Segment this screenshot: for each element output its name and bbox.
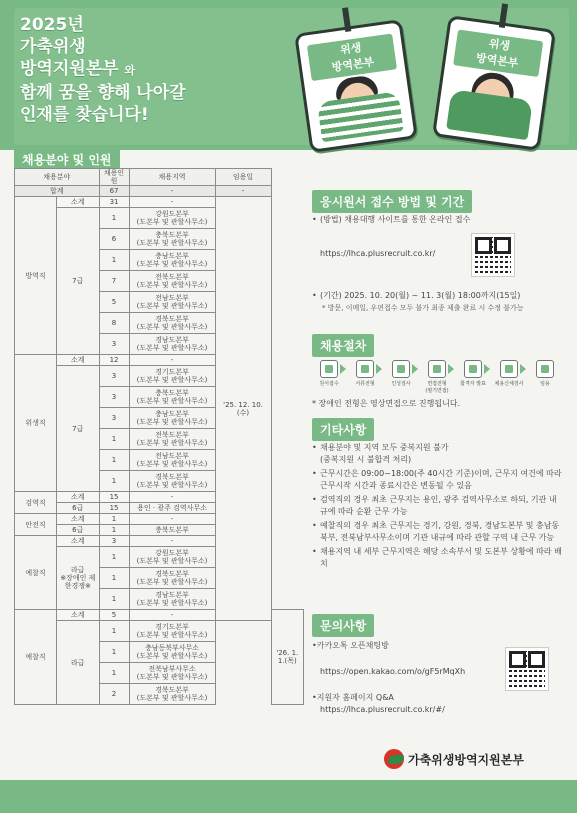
apply-method: • (방법) 채용대행 사이트를 통한 온라인 접수 [312,214,562,226]
list-item: • 근무시간은 09:00~18:00(주 40시간 기준)이며, 근무지 여건에 따라 근무시작 시간과 종료시간은 변동될 수 있음 [312,468,562,492]
web-url-link[interactable]: https://lhca.plusrecruit.co.kr/#/ [320,705,445,714]
cell-count: 8 [99,313,129,334]
list-item: • 채용분야 및 지역 모두 중복지원 불가 (중복지원 시 불합격 처리) [312,442,562,466]
cell-count: 1 [99,568,129,589]
cell-total-count: 67 [99,186,129,197]
cell-region: 전북남부사무소 (도본부 및 관할사무소) [129,663,215,684]
apply-period: • (기간) 2025. 10. 20(월) ~ 11. 3(월) 18:00까지(15일) [312,290,562,302]
other-list [312,442,562,570]
org-logo-icon [384,749,404,769]
cell-count: 15 [99,503,129,514]
headline-org-line2: 방역지원본부 [20,59,119,79]
qr-code-icon [506,648,548,690]
cell-field-bangyeok: 방역직 [15,197,57,355]
cell-count: 1 [99,450,129,471]
cell-region: 전북도본부 (도본부 및 관할사무소) [129,271,215,292]
cell-region: 충북도본부 (도본부 및 관할사무소) [129,387,215,408]
process-steps [312,360,562,394]
cell-region: 경기도본부 (도본부 및 관할사무소) [129,621,215,642]
cell-count: 1 [99,589,129,610]
cell-sub-label: 소계 [57,610,100,621]
cell-region: 경북도본부 (도본부 및 관할사무소) [129,313,215,334]
cell-region: 전남도본부 (도본부 및 관할사무소) [129,292,215,313]
cell-sub-region: - [129,197,215,208]
arrow-right-icon [376,364,382,374]
cell-region: 경기도본부 (도본부 및 관할사무소) [129,366,215,387]
cell-count: 3 [99,387,129,408]
table-row-total [15,186,304,197]
process-step: 인성검사 [384,360,418,387]
web-label: •지원자 홈페이지 Q&A [312,693,394,702]
cell-total-region: - [129,186,215,197]
cell-field-geomyeok: 검역직 [15,492,57,514]
process-step: 임용 [528,360,562,387]
document-check-icon [356,360,374,378]
cell-sub-label: 소계 [57,536,100,547]
cell-sub-region: - [129,492,215,503]
cell-count: 6 [99,229,129,250]
process-step: 합격자 발표 [456,360,490,387]
cell-region: 강원도본부 (도본부 및 관할사무소) [129,208,215,229]
cell-grade: 6급 [57,525,100,536]
arrow-right-icon [520,364,526,374]
cell-region: 충북도본부 (도본부 및 관할사무소) [129,229,215,250]
cell-total-label: 합계 [15,186,100,197]
section-title-other: 기타사항 [312,418,374,441]
cell-sub-count: 5 [99,610,129,621]
cell-sub-label: 소계 [57,492,100,503]
cell-sub-label: 소계 [57,355,100,366]
cell-count: 1 [99,208,129,229]
cell-count: 3 [99,366,129,387]
cell-sub-label: 소계 [57,514,100,525]
badge-label-right: 위생 방역본부 [453,29,543,77]
section-title-recruit: 채용분야 및 인원 [14,148,120,171]
process-step: 채용신체검사 [492,360,526,387]
arrow-right-icon [484,364,490,374]
kakao-label: •카카오톡 오픈채팅방 [312,641,389,650]
cell-region: 충남도본부 (도본부 및 관할사무소) [129,250,215,271]
process-step: 서류전형 [348,360,382,387]
arrow-right-icon [412,364,418,374]
cell-region: 경북도본부 (도본부 및 관할사무소) [129,568,215,589]
cell-sub-count: 31 [99,197,129,208]
health-check-icon [500,360,518,378]
table-header-count: 채용인원 [99,169,129,186]
org-name: 가축위생방역지원본부 [408,753,524,767]
cell-sub-count: 15 [99,492,129,503]
cell-region: 전남도본부 (도본부 및 관할사무소) [129,450,215,471]
header-band [0,0,577,150]
cell-count: 1 [99,429,129,450]
cell-field-yechal-2: 예찰직 [15,610,57,705]
org-logo [384,749,560,769]
person-body-icon [446,89,533,140]
table-header-region: 채용지역 [129,169,215,186]
id-badge-left [294,19,418,153]
cell-region: 강원도본부 (도본부 및 관할사무소) [129,547,215,568]
cell-count: 1 [99,471,129,492]
cell-field-yechal-1: 예찰직 [15,536,57,610]
cell-sub-region: - [129,536,215,547]
section-title-apply: 응시원서 접수 방법 및 기간 [312,190,472,213]
cell-sub-count: 3 [99,536,129,547]
cell-sub-region: - [129,610,215,621]
cell-region: 경북도본부 (도본부 및 관할사무소) [129,684,215,705]
cell-sub-region: - [129,355,215,366]
cell-count: 2 [99,684,129,705]
table-row [15,197,304,208]
headline [20,14,186,126]
process-note: * 장애인 전형은 영상면접으로 진행됩니다. [312,399,461,408]
cell-date-2: '26. 1. 1.(목) [271,610,303,705]
process-step: 원서접수 [312,360,346,387]
headline-year: 2025년 [20,15,84,35]
cell-region: 전북도본부 (도본부 및 관할사무소) [129,429,215,450]
apply-note: * 방문, 이메일, 우편접수 모두 불가 최종 제출 완료 시 수정 불가능 [322,304,524,312]
cell-sub-count: 12 [99,355,129,366]
cell-region: 충남동북부사무소 (도본부 및 관할사무소) [129,642,215,663]
cell-count: 1 [99,547,129,568]
cell-count: 1 [99,663,129,684]
headline-org-line1: 가축위생 [20,37,86,57]
apply-url-link[interactable]: https://lhca.plusrecruit.co.kr/ [320,249,436,258]
cell-count: 7 [99,271,129,292]
cell-region: 경남도본부 (도본부 및 관할사무소) [129,334,215,355]
document-icon [320,360,338,378]
cell-field-anjeon: 안전직 [15,514,57,536]
headline-line4: 인재를 찾습니다! [20,105,149,125]
badge-label-left: 위생 방역본부 [307,33,397,81]
table-header-field: 채용분야 [15,169,100,186]
headline-line3: 함께 꿈을 향해 나아갈 [20,83,186,103]
arrow-right-icon [448,364,454,374]
cell-sub-region: - [129,514,215,525]
footer-band [0,780,577,813]
cell-count: 3 [99,408,129,429]
cell-count: 1 [99,525,129,536]
cell-region: 경북도본부 (도본부 및 관할사무소) [129,471,215,492]
interview-icon [428,360,446,378]
cell-count: 5 [99,292,129,313]
cell-grade: 6급 [57,503,100,514]
list-item: • 예찰직의 경우 최초 근무지는 경기, 강원, 경북, 경남도본부 및 충남동북부, 전북남부사무소이며 기관 내규에 따라 관할 구역 내 근무 가능 [312,520,562,544]
megaphone-icon [464,360,482,378]
cell-total-date: - [215,186,271,197]
list-item: • 채용지역 내 세부 근무지역은 해당 소속부서 및 도본부 상황에 따라 배치 [312,546,562,570]
person-body-icon [317,91,404,142]
appointment-icon [536,360,554,378]
cell-sub-count: 1 [99,514,129,525]
cell-grade: 라급 ※장애인 제한경쟁※ [57,547,100,610]
arrow-right-icon [340,364,346,374]
cell-grade: 7급 [57,208,100,355]
headline-particle: 와 [124,64,136,77]
cell-sub-label: 소계 [57,197,100,208]
kakao-url-link[interactable]: https://open.kakao.com/o/gF5rMqXh [320,667,466,676]
apply-period-block [312,290,562,314]
cell-grade: 라급 [57,621,100,705]
cell-region: 충북도본부 [129,525,215,536]
recruitment-table [14,168,304,705]
cell-count: 1 [99,642,129,663]
id-badge-right [432,15,556,151]
apply-url-block [312,248,562,260]
qr-code-icon [472,234,514,276]
process-step: 면접전형 (필기면접) [420,360,454,394]
cell-grade: 7급 [57,366,100,492]
cell-region: 충남도본부 (도본부 및 관할사무소) [129,408,215,429]
table-row [15,621,304,642]
apply-block [312,214,562,226]
cell-region: 경남도본부 (도본부 및 관할사무소) [129,589,215,610]
section-title-process: 채용절차 [312,334,374,357]
cell-date-1: '25. 12. 10.(수) [215,197,271,621]
checklist-icon [392,360,410,378]
cell-region: 용인 · 광주 검역사무소 [129,503,215,514]
cell-count: 1 [99,250,129,271]
section-title-contact: 문의사항 [312,614,374,637]
list-item: • 검역직의 경우 최초 근무지는 용인, 광주 검역사무소로 하되, 기관 내규에 따라 순환 근무 가능 [312,494,562,518]
cell-count: 1 [99,621,129,642]
table-header-date: 임용일 [215,169,271,186]
cell-count: 3 [99,334,129,355]
cell-field-wisaeng: 위생직 [15,355,57,492]
